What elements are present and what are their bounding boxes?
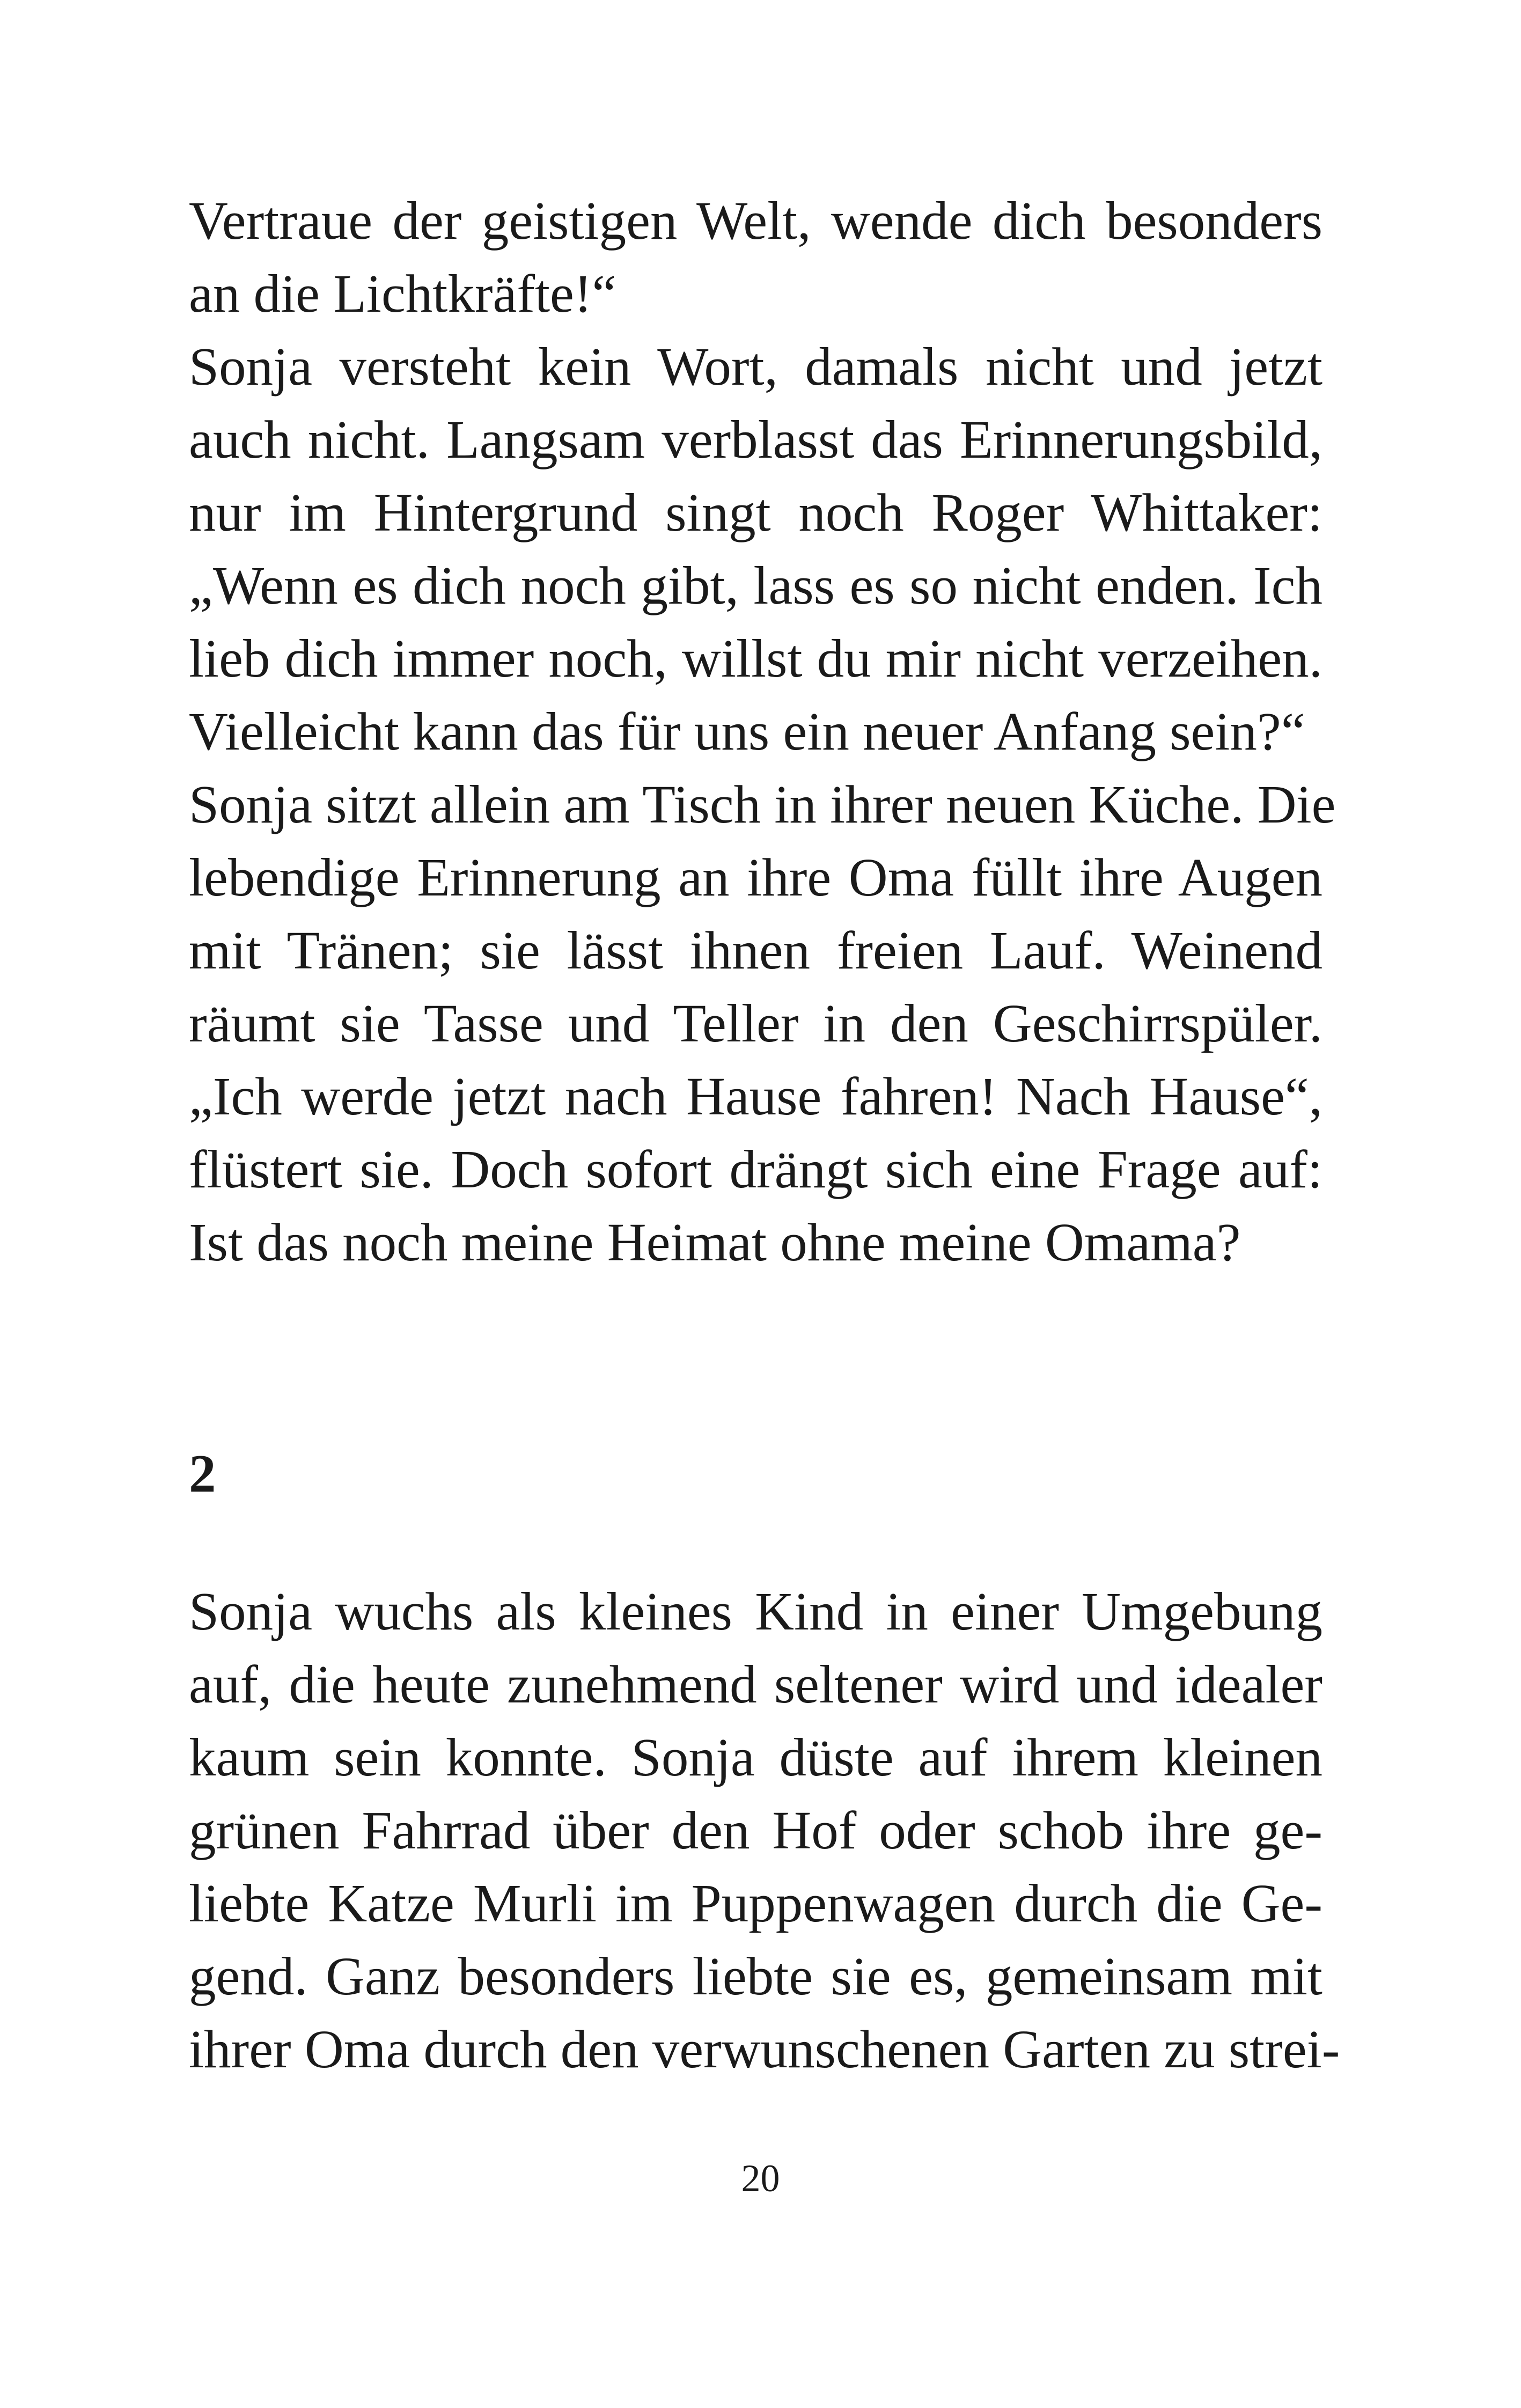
text-line: Sonja wuchs als kleines Kind in einer Umgebung [189,1581,1322,1641]
text-line: flüstert sie. Doch sofort drängt sich eine Frage auf: [189,1139,1322,1199]
text-line: Vertraue der geistigen Welt, wende dich besonders [189,190,1322,251]
text-line: „Wenn es dich noch gibt, lass es so nicht enden. Ich [189,555,1322,615]
text-line: liebte Katze Murli im Puppenwagen durch die Ge- [189,1873,1322,1933]
text-line: lebendige Erinnerung an ihre Oma füllt ihre Augen [189,847,1322,907]
text-line: Sonja versteht kein Wort, damals nicht und jetzt [189,336,1322,397]
text-line: räumt sie Tasse und Teller in den Geschirrspüler. [189,993,1322,1053]
text-line: lieb dich immer noch, willst du mir nicht verzeihen. [189,628,1322,688]
text-line: Sonja sitzt allein am Tisch in ihrer neuen Küche. Die [189,774,1336,834]
text-line: nur im Hintergrund singt noch Roger Whittaker: [189,482,1322,542]
paragraph-block-2 [189,1575,1340,2086]
text-line: Ist das noch meine Heimat ohne meine Omama? [189,1212,1241,1272]
text-line: kaum sein konnte. Sonja düste auf ihrem kleinen [189,1727,1322,1787]
text-line: auch nicht. Langsam verblasst das Erinnerungsbild, [189,409,1322,469]
text-line: an die Lichtkräfte!“ [189,263,616,324]
paragraph-block-1 [189,184,1336,1279]
page-number: 20 [741,2157,780,2200]
text-line: grünen Fahrrad über den Hof oder schob ihre ge- [189,1800,1322,1860]
text-line: Vielleicht kann das für uns ein neuer Anfang sein?“ [189,701,1305,761]
text-line: „Ich werde jetzt nach Hause fahren! Nach Hause“, [189,1066,1322,1126]
text-line: mit Tränen; sie lässt ihnen freien Lauf. Weinend [189,920,1322,980]
text-line: auf, die heute zunehmend seltener wird und idealer [189,1654,1322,1714]
chapter-number: 2 [189,1443,216,1503]
text-line: gend. Ganz besonders liebte sie es, gemeinsam mit [189,1946,1322,2006]
text-line: ihrer Oma durch den verwunschenen Garten zu strei- [189,2019,1340,2079]
